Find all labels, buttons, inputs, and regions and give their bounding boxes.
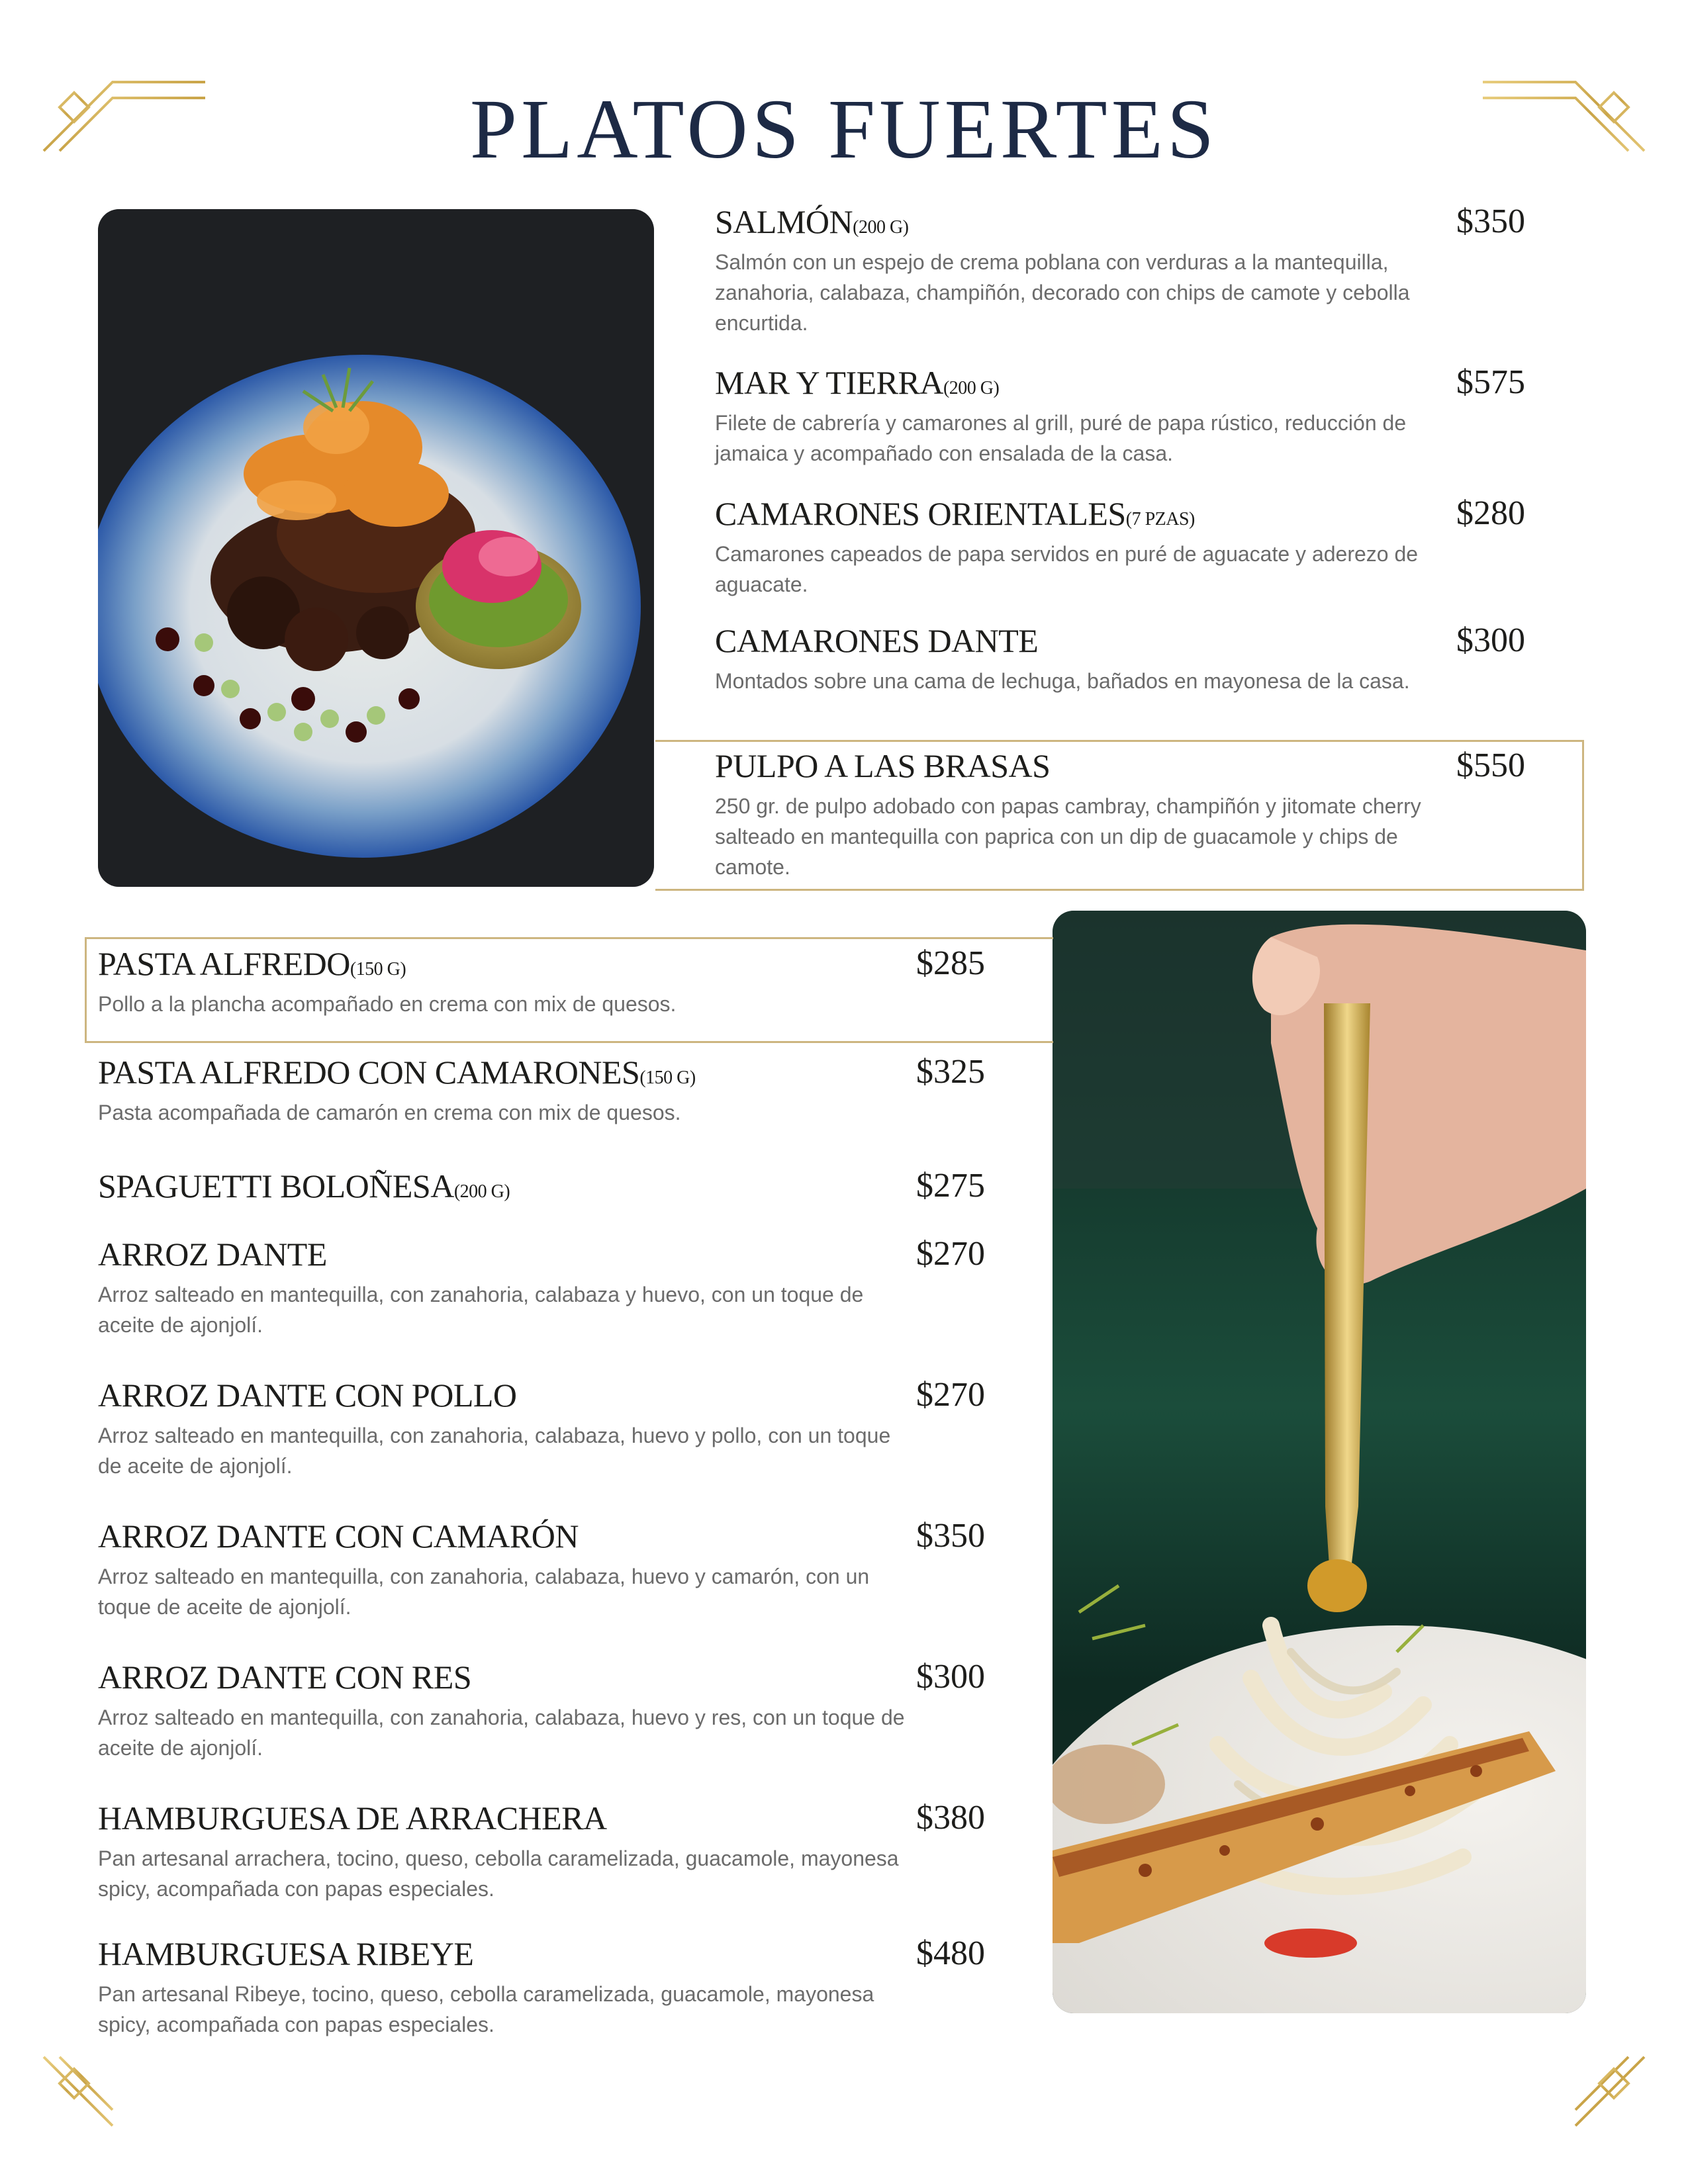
item-price: $280 bbox=[1456, 494, 1525, 532]
item-price: $550 bbox=[1456, 747, 1525, 784]
item-description: 250 gr. de pulpo adobado con papas cambray, champiñón y jitomate cherry salteado en mantequilla con paprica con un dip de guacamole y chips de camote. bbox=[715, 794, 1421, 879]
item-name bbox=[98, 1166, 510, 1212]
item-name-text: ARROZ DANTE CON POLLO bbox=[98, 1377, 517, 1414]
item-description: Arroz salteado en mantequilla, con zanahoria, calabaza, huevo y res, con un toque de aceite de ajonjolí. bbox=[98, 1706, 905, 1760]
menu-item-camarones-dante bbox=[715, 621, 1556, 753]
item-name bbox=[98, 1934, 473, 1974]
item-price: $350 bbox=[916, 1517, 985, 1555]
item-name bbox=[98, 1234, 327, 1274]
item-name-text: PASTA ALFREDO bbox=[98, 945, 350, 982]
item-name-text: ARROZ DANTE CON CAMARÓN bbox=[98, 1518, 579, 1555]
item-price: $480 bbox=[916, 1934, 985, 1972]
item-description: Arroz salteado en mantequilla, con zanahoria, calabaza, huevo y pollo, con un toque de aceite de ajonjolí. bbox=[98, 1424, 891, 1478]
item-name-text: ARROZ DANTE CON RES bbox=[98, 1659, 472, 1696]
item-name bbox=[98, 1657, 471, 1697]
item-description: Salmón con un espejo de crema poblana con verduras a la mantequilla, zanahoria, calabaza, champiñón, decorado con chips de camote y cebolla encurtida. bbox=[715, 250, 1410, 335]
item-name bbox=[715, 363, 999, 408]
item-name bbox=[98, 944, 406, 989]
item-description: Pollo a la plancha acompañado en crema con mix de quesos. bbox=[98, 992, 677, 1016]
item-description: Pan artesanal arrachera, tocino, queso, cebolla caramelizada, guacamole, mayonesa spicy, acompañada con papas especiales. bbox=[98, 1846, 899, 1901]
item-name-text: HAMBURGUESA DE ARRACHERA bbox=[98, 1799, 607, 1837]
menu-item-hamburguesa-ribeye bbox=[98, 1934, 998, 2066]
item-name bbox=[715, 202, 909, 248]
item-name bbox=[98, 1798, 607, 1838]
page-title: PLATOS FUERTES bbox=[469, 82, 1219, 176]
item-description: Camarones capeados de papa servidos en puré de aguacate y aderezo de aguacate. bbox=[715, 542, 1419, 596]
item-name bbox=[98, 1052, 696, 1098]
item-name-text: ARROZ DANTE bbox=[98, 1236, 327, 1273]
item-name-text: SPAGUETTI BOLOÑESA bbox=[98, 1167, 454, 1205]
item-name-text: CAMARONES ORIENTALES bbox=[715, 495, 1126, 532]
item-portion-size: (150 G) bbox=[639, 1068, 696, 1088]
item-price: $270 bbox=[916, 1235, 985, 1273]
menu-item-arroz-dante bbox=[98, 1234, 998, 1367]
menu-item-hamburguesa-de-arrachera bbox=[98, 1798, 998, 1931]
menu-item-camarones-orientales bbox=[715, 494, 1556, 626]
item-portion-size: (7 PZAS) bbox=[1125, 509, 1195, 529]
item-name-text: SALMÓN bbox=[715, 203, 853, 240]
item-price: $300 bbox=[916, 1658, 985, 1696]
item-description: Filete de cabrería y camarones al grill, puré de papa rústico, reducción de jamaica y acompañado con ensalada de la casa. bbox=[715, 411, 1407, 465]
item-price: $300 bbox=[1456, 621, 1525, 659]
item-description: Pasta acompañada de camarón en crema con mix de quesos. bbox=[98, 1101, 681, 1124]
item-price: $285 bbox=[916, 944, 985, 982]
item-portion-size: (150 G) bbox=[350, 959, 406, 979]
menu-item-pasta-alfredo-con-camarones bbox=[98, 1052, 998, 1185]
pasta-fork-photo bbox=[1053, 911, 1586, 2013]
item-description: Montados sobre una cama de lechuga, bañados en mayonesa de la casa. bbox=[715, 669, 1410, 693]
menu-item-mar-y-tierra bbox=[715, 363, 1556, 495]
item-description: Pan artesanal Ribeye, tocino, queso, cebolla caramelizada, guacamole, mayonesa spicy, acompañada con papas especiales. bbox=[98, 1982, 874, 2036]
item-portion-size: (200 G) bbox=[943, 378, 1000, 398]
item-price: $325 bbox=[916, 1053, 985, 1091]
item-portion-size: (200 G) bbox=[853, 217, 909, 238]
menu-item-arroz-dante-con-camaron bbox=[98, 1516, 998, 1649]
item-price: $380 bbox=[916, 1799, 985, 1837]
menu-item-arroz-dante-con-res bbox=[98, 1657, 998, 1790]
item-name-text: CAMARONES DANTE bbox=[715, 622, 1039, 659]
item-description: Arroz salteado en mantequilla, con zanahoria, calabaza, huevo y camarón, con un toque de aceite de ajonjolí. bbox=[98, 1565, 870, 1619]
octopus-dish-photo bbox=[98, 209, 654, 887]
item-name-text: PULPO A LAS BRASAS bbox=[715, 747, 1051, 784]
item-name bbox=[98, 1375, 517, 1415]
item-price: $350 bbox=[1456, 203, 1525, 240]
item-price: $270 bbox=[916, 1376, 985, 1414]
menu-item-arroz-dante-con-pollo bbox=[98, 1375, 998, 1508]
item-name-text: MAR Y TIERRA bbox=[715, 364, 943, 401]
item-price: $275 bbox=[916, 1167, 985, 1205]
item-name-text: HAMBURGUESA RIBEYE bbox=[98, 1935, 474, 1972]
item-portion-size: (200 G) bbox=[453, 1181, 510, 1202]
item-name bbox=[98, 1516, 579, 1556]
menu-item-pulpo-a-las-brasas bbox=[715, 746, 1556, 878]
item-name bbox=[715, 621, 1038, 660]
menu-item-salmon bbox=[715, 202, 1556, 334]
item-name-text: PASTA ALFREDO CON CAMARONES bbox=[98, 1054, 640, 1091]
item-name bbox=[715, 746, 1050, 786]
item-name bbox=[715, 494, 1195, 539]
item-description: Arroz salteado en mantequilla, con zanahoria, calabaza y huevo, con un toque de aceite de ajonjolí. bbox=[98, 1283, 864, 1337]
item-price: $575 bbox=[1456, 363, 1525, 401]
